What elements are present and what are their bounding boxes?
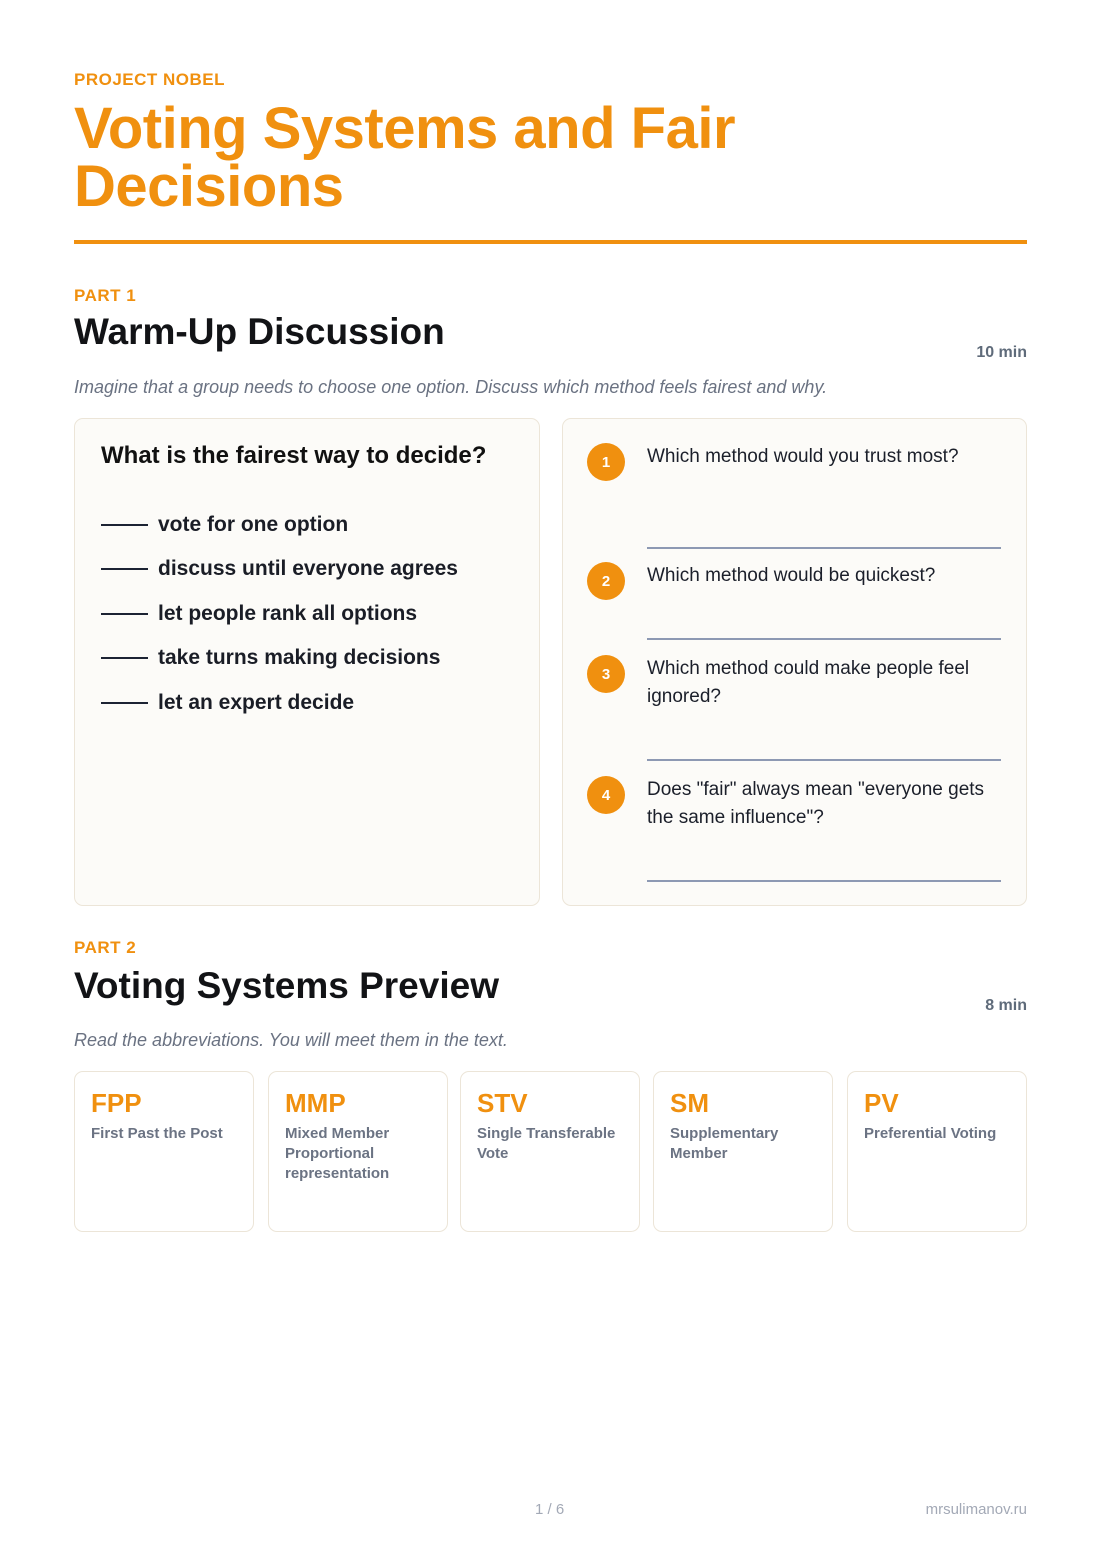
abbreviation-code: MMP (285, 1088, 346, 1118)
title-divider (74, 240, 1027, 244)
answer-blank (101, 524, 148, 526)
question-text: Does "fair" always mean "everyone gets the same influence"? (647, 779, 985, 828)
abbreviation-full: Supplementary Member (670, 1125, 779, 1162)
answer-line[interactable] (647, 759, 1001, 761)
option-item (101, 646, 440, 670)
answer-blank (101, 702, 148, 704)
project-eyebrow: PROJECT NOBEL (74, 70, 226, 89)
question-text: Which method could make people feel ignored? (647, 658, 970, 707)
part2-label: PART 2 (74, 938, 137, 957)
answer-line[interactable] (647, 638, 1001, 640)
question-number-badge: 4 (587, 776, 625, 814)
abbreviation-code: SM (670, 1088, 709, 1118)
option-label: let an expert decide (158, 691, 355, 714)
abbreviation-card (653, 1071, 833, 1232)
part2-duration: 8 min (985, 997, 1027, 1014)
option-item (101, 513, 348, 537)
page-number: 1 / 6 (535, 1501, 565, 1518)
question-number-badge: 1 (587, 443, 625, 481)
answer-blank (101, 657, 148, 659)
question-text: Which method would you trust most? (647, 446, 959, 467)
abbreviation-full: First Past the Post (91, 1125, 223, 1142)
option-item (101, 557, 458, 581)
question-text: Which method would be quickest? (647, 565, 936, 586)
answer-line[interactable] (647, 880, 1001, 882)
abbreviation-card (847, 1071, 1027, 1232)
abbreviation-full: Single Transferable Vote (477, 1125, 616, 1162)
abbreviation-code: FPP (91, 1088, 142, 1118)
option-label: let people rank all options (158, 602, 418, 625)
question-number-badge: 3 (587, 655, 625, 693)
part1-instruction: Imagine that a group needs to choose one option. Discuss which method feels fairest and why. (74, 377, 828, 397)
answer-blank (101, 613, 148, 615)
site-url[interactable]: mrsulimanov.ru (925, 1501, 1027, 1518)
discussion-questions-card (562, 418, 1027, 906)
abbreviation-card (74, 1071, 254, 1232)
part1-label: PART 1 (74, 286, 137, 305)
option-label: discuss until everyone agrees (158, 557, 458, 580)
discussion-prompt: What is the fairest way to decide? (101, 442, 487, 469)
abbreviation-card (268, 1071, 448, 1232)
answer-blank (101, 568, 148, 570)
part1-duration: 10 min (976, 344, 1027, 361)
option-label: vote for one option (158, 513, 349, 536)
part2-instruction: Read the abbreviations. You will meet them in the text. (74, 1030, 508, 1050)
answer-line[interactable] (647, 547, 1001, 549)
abbreviation-card (460, 1071, 640, 1232)
part1-title: Warm-Up Discussion (74, 311, 445, 352)
option-label: take turns making decisions (158, 646, 441, 669)
abbreviation-code: STV (477, 1088, 528, 1118)
abbreviation-full: Mixed Member Proportional representation (285, 1125, 390, 1182)
option-item (101, 691, 354, 715)
abbreviation-full: Preferential Voting (864, 1125, 997, 1142)
option-item (101, 602, 417, 626)
fairest-way-card (74, 418, 540, 906)
part2-title: Voting Systems Preview (74, 965, 499, 1006)
question-number-badge: 2 (587, 562, 625, 600)
abbreviation-code: PV (864, 1088, 899, 1118)
page-title: Voting Systems and Fair Decisions (74, 96, 736, 219)
